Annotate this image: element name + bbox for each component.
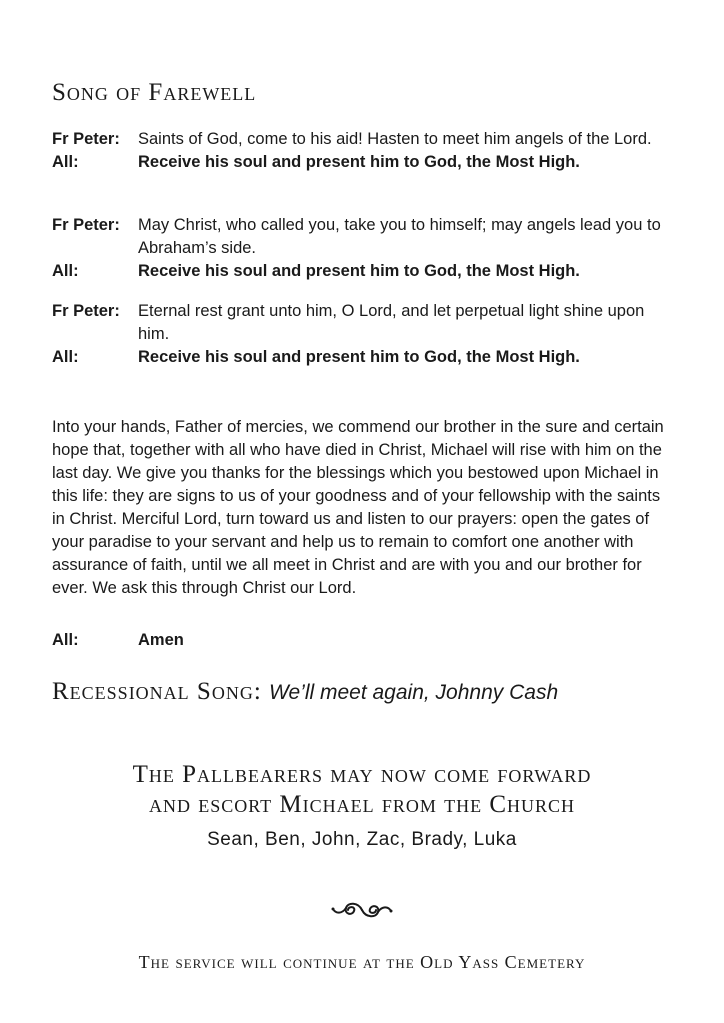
response-line <box>52 260 672 283</box>
speaker-label: All: <box>52 262 79 280</box>
priest-text: May Christ, who called you, take you to himself; may angels lead you to Abraham’s side. <box>138 216 661 257</box>
response-text: Amen <box>138 631 184 649</box>
speaker-label: All: <box>52 153 79 171</box>
farewell-exchange <box>52 214 672 283</box>
priest-text: Eternal rest grant unto him, O Lord, and let perpetual light shine upon him. <box>138 302 645 343</box>
priest-line <box>52 300 672 346</box>
commendation-prayer: Into your hands, Father of mercies, we commend our brother in the sure and certain hope that, together with all who have died in Christ, Michael will rise with him on the last day. We give you thanks for the blessings which you bestowed upon Michael in this life: they are signs to us of your goodness and of your fellowship with the saints in Christ. Merciful Lord, turn toward us and listen to our prayers: open the gates of your paradise to your servant and help us to remain to comfort one another with assurance of faith, until we all meet in Christ and are with you and our brother for ever. We ask this through Christ our Lord. <box>52 418 664 597</box>
pallbearers-line-2: and escort Michael from the Church <box>148 791 576 818</box>
speaker-label: All: <box>52 631 79 649</box>
recessional-song: We’ll meet again, Johnny Cash <box>269 681 559 704</box>
song-of-farewell-heading: Song of Farewell <box>52 79 257 106</box>
priest-line <box>52 128 672 151</box>
amen-response <box>52 629 672 652</box>
speaker-label: Fr Peter: <box>52 302 120 320</box>
farewell-exchange <box>52 128 672 174</box>
response-text: Receive his soul and present him to God, the Most High. <box>138 348 580 366</box>
recessional-label: Recessional Song: <box>52 678 262 705</box>
speaker-label: Fr Peter: <box>52 216 120 234</box>
pallbearer-names: Sean, Ben, John, Zac, Brady, Luka <box>207 829 517 850</box>
footer-note: The service will continue at the Old Yass Cemetery <box>138 952 586 972</box>
speaker-label: All: <box>52 348 79 366</box>
response-line <box>52 151 672 174</box>
speaker-label: Fr Peter: <box>52 130 120 148</box>
recessional-heading <box>52 676 558 709</box>
response-text: Receive his soul and present him to God, the Most High. <box>138 153 580 171</box>
response-line <box>52 629 672 652</box>
priest-line <box>52 214 672 260</box>
priest-text: Saints of God, come to his aid! Hasten to meet him angels of the Lord. <box>138 130 652 148</box>
pallbearers-line-1: The Pallbearers may now come forward <box>132 761 592 788</box>
flourish-icon <box>330 898 394 922</box>
pallbearers-heading <box>0 760 724 820</box>
response-line <box>52 346 672 369</box>
response-text: Receive his soul and present him to God, the Most High. <box>138 262 580 280</box>
farewell-exchange <box>52 300 672 369</box>
